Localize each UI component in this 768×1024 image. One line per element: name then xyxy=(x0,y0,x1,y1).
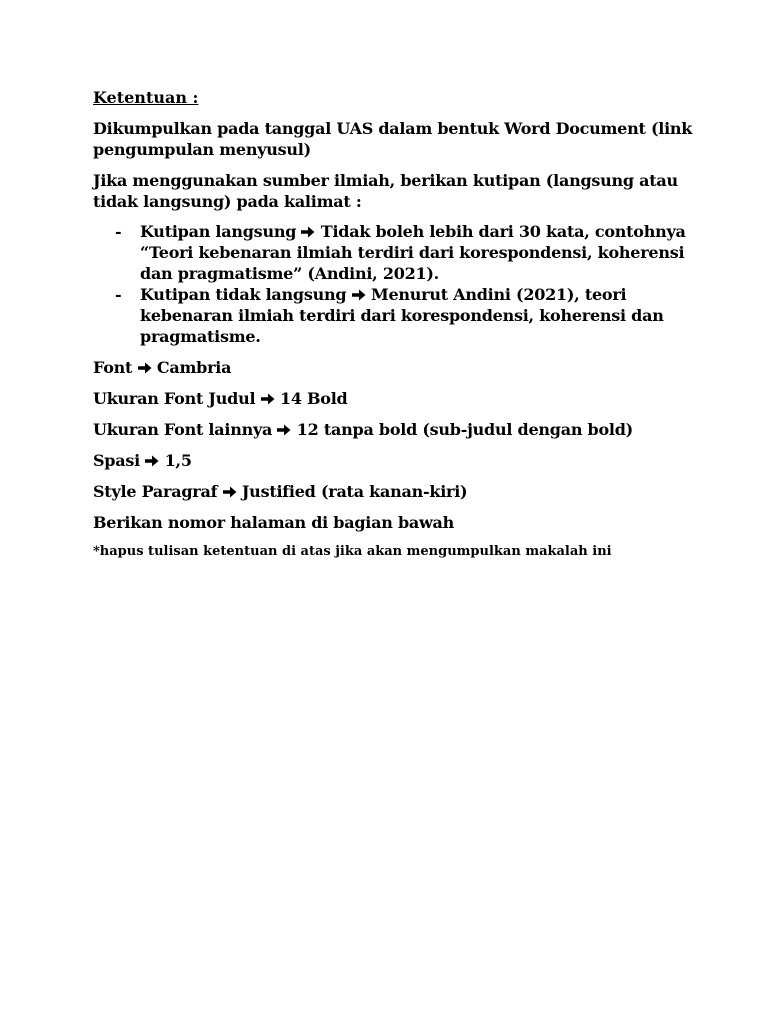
spec-value: 12 tanpa bold (sub-judul dengan bold) xyxy=(296,420,633,439)
list-item-label: Kutipan langsung xyxy=(140,222,297,241)
list-item-text: Tidak boleh lebih dari 30 kata, contohnya “Teori kebenaran ilmiah terdiri dari korespondensi, koherensi dan pragmatisme” (Andini, 2021). xyxy=(140,222,686,283)
section-heading: Ketentuan : xyxy=(93,88,199,107)
citation-paragraph: Jika menggunakan sumber ilmiah, berikan kutipan (langsung atau tidak langsung) pada kalimat : xyxy=(93,171,678,211)
spec-line-title-size xyxy=(93,388,713,409)
submission-paragraph: Dikumpulkan pada tanggal UAS dalam bentuk Word Document (link pengumpulan menyusul) xyxy=(93,119,693,159)
document-page xyxy=(93,87,713,561)
spec-value: Justified (rata kanan-kiri) xyxy=(241,482,468,501)
list-item-label: Kutipan tidak langsung xyxy=(140,285,347,304)
right-arrow-icon xyxy=(261,393,275,405)
spec-value: 1,5 xyxy=(164,451,192,470)
list-dash: - xyxy=(115,285,122,304)
list-dash: - xyxy=(115,222,122,241)
right-arrow-icon xyxy=(223,486,237,498)
spec-line-font xyxy=(93,357,713,378)
spec-label: Font xyxy=(93,358,133,377)
list-item xyxy=(93,221,713,284)
spec-label: Ukuran Font Judul xyxy=(93,389,256,408)
list-item-text: Menurut Andini (2021), teori kebenaran ilmiah terdiri dari korespondensi, koherensi dan pragmatisme. xyxy=(140,285,664,346)
spec-line-spacing xyxy=(93,450,713,471)
spec-value: Cambria xyxy=(156,358,232,377)
spec-label: Spasi xyxy=(93,451,140,470)
right-arrow-icon xyxy=(138,362,152,374)
list-item xyxy=(93,284,713,347)
right-arrow-icon xyxy=(277,424,291,436)
page-number-instruction: Berikan nomor halaman di bagian bawah xyxy=(93,513,455,532)
footnote: *hapus tulisan ketentuan di atas jika akan mengumpulkan makalah ini xyxy=(93,544,612,559)
spec-value: 14 Bold xyxy=(279,389,348,408)
right-arrow-icon xyxy=(301,226,315,238)
right-arrow-icon xyxy=(145,455,159,467)
spec-line-body-size xyxy=(93,419,713,440)
spec-label: Ukuran Font lainnya xyxy=(93,420,273,439)
spec-line-paragraph-style xyxy=(93,481,713,502)
citation-list xyxy=(93,221,713,347)
spec-label: Style Paragraf xyxy=(93,482,218,501)
right-arrow-icon xyxy=(352,289,366,301)
